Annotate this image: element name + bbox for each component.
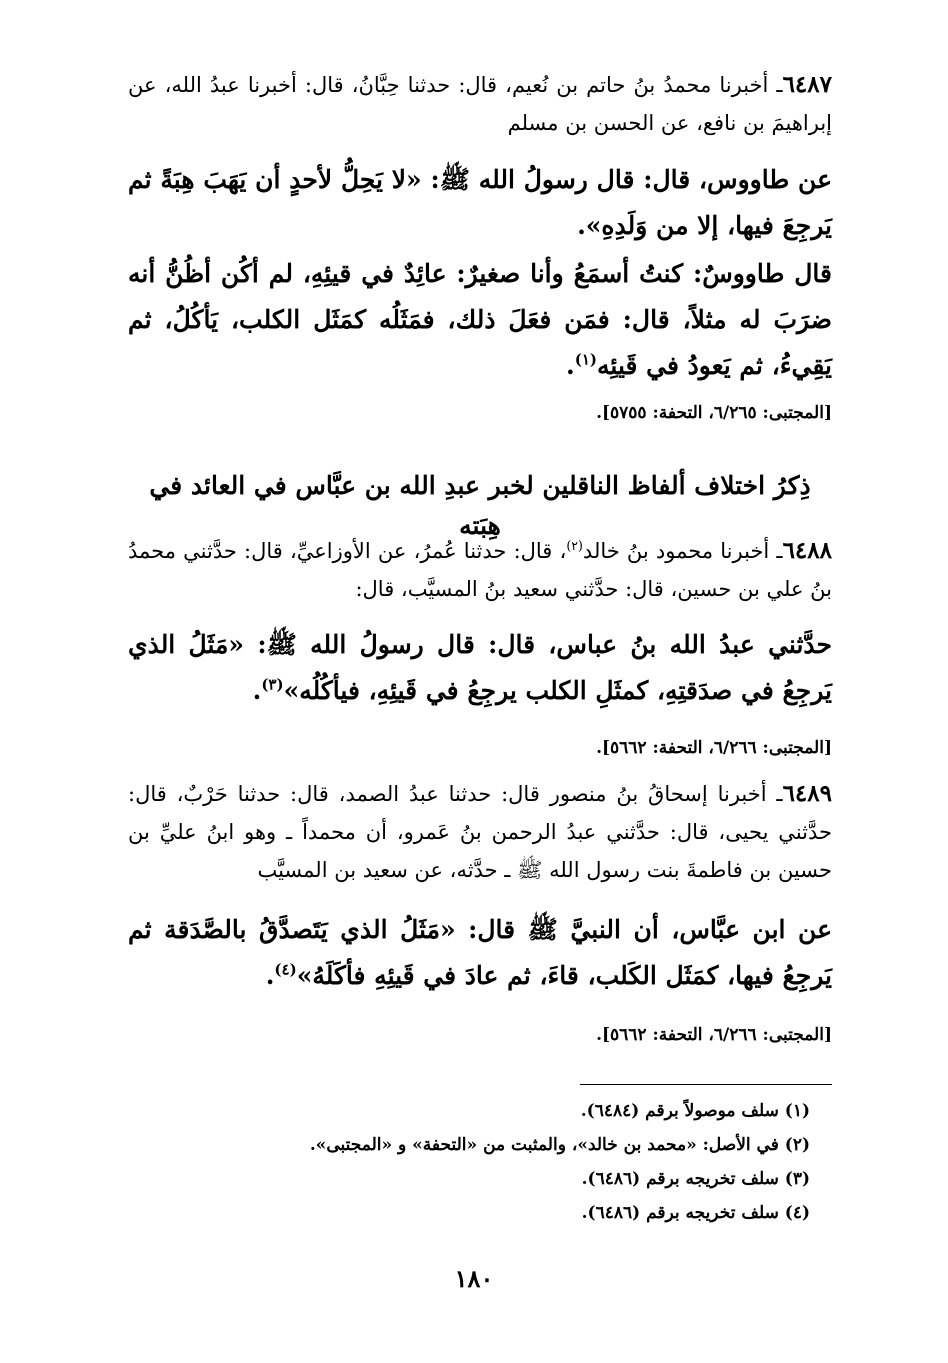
hadith-6489-matn [128,907,832,999]
hadith-6487-matn [128,157,832,249]
isnad-text: ـ أخبرنا إسحاقُ بنُ منصور قال: حدثنا عبدُ الصمد، قال: حدثنا حَرْبٌ، قال: حدَّثني يحيى، قال: حدَّثني عبدُ الرحمن بنُ عَمرو، أن محمداً ـ وهو ابنُ عليِّ بن حسين بن فاطمةَ بنت رسول الله ﷺ ـ حدَّثه، عن سعيد بن المسيَّب [128,782,832,882]
hadith-6488-isnad [128,532,832,608]
punctuation: . [566,351,575,380]
reference-text: [المجتبى: ٦/٢٦٦، التحفة: ٥٦٦٢]. [596,1025,832,1045]
isnad-text: ، قال: حدثنا عُمرُ، عن الأوزاعيِّ، قال: حدَّثني محمدُ بنُ علي بن حسين، قال: حدَّثني سعيد بنُ المسيَّب، قال: [128,539,832,601]
matn-text: عن ابن عبَّاس، أن النبيَّ ﷺ قال: «مَثَلُ الذي يَتَصدَّقُ بالصَّدَقة ثم يَرجِعُ فيها، كمَثَل الكَلب، قاءَ، ثم عادَ في قَيئِهِ فأكَلَهُ» [128,915,832,990]
footnote-text: (٢) في الأصل: «محمد بن خالد»، والمثبت من «التحفة» و «المجتبى». [309,1135,810,1155]
matn-text: عن طاووس، قال: قال رسولُ الله ﷺ: «لا يَحِلُّ لأحدٍ أن يَهَبَ هِبَةً ثم يَرجِعَ فيها، إلا من وَلَدِهِ». [128,165,832,240]
hadith-6489-reference [128,1023,832,1047]
hadith-6487-isnad [128,66,832,142]
hadith-6487-commentary [128,251,832,389]
footnote-2 [300,1130,810,1160]
hadith-6488-reference [128,736,832,760]
footnote-text: (٤) سلف تخريجه برقم (٦٤٨٦). [581,1203,810,1223]
isnad-text: ـ أخبرنا محمود بنُ خالد [582,539,783,563]
footnote-text: (١) سلف موصولاً برقم (٦٤٨٤). [580,1101,810,1121]
reference-text: [المجتبى: ٦/٢٦٦، التحفة: ٥٦٦٢]. [596,738,832,758]
footnote-text: (٣) سلف تخريجه برقم (٦٤٨٦). [581,1169,810,1189]
hadith-number: ٦٤٨٨ [782,537,832,564]
punctuation: . [252,676,262,705]
hadith-6488-matn [128,622,832,714]
footnote-marker: (١) [574,350,598,369]
footnote-marker: (٤) [274,960,297,979]
reference-text: [المجتبى: ٦/٢٦٥، التحفة: ٥٧٥٥]. [596,403,832,423]
hadith-6489-isnad [128,775,832,889]
matn-text: قال طاووسٌ: كنتُ أسمَعُ وأنا صغيرٌ: عائِدٌ في قيئِهِ، لم أكُن أظُنُّ أنه ضرَبَ له مثلاً، قال: فمَن فعَلَ ذلك، فمَثَلُه كمَثَل الكلب، يَأكُلُ، ثم يَقِيءُ، ثم يَعودُ في قَيئِه [128,259,832,380]
footnote-marker: (٣) [261,675,284,694]
hadith-6487-reference [128,401,832,425]
footnote-1 [300,1096,810,1126]
isnad-text: ـ أخبرنا محمدُ بنُ حاتم بن نُعيم، قال: حدثنا حِبَّانُ، قال: أخبرنا عبدُ الله، عن إبراهيمَ بن نافع، عن الحسن بن مسلم [128,73,832,135]
footnote-3 [300,1164,810,1194]
footnote-4 [300,1198,810,1228]
punctuation: . [265,961,275,990]
heading-text: ذِكرُ اختلاف ألفاظ الناقلين لخبر عبدِ الله بن عبَّاس في العائد في هِبَته [149,471,811,540]
matn-text: حدَّثني عبدُ الله بنُ عباس، قال: قال رسولُ الله ﷺ: «مَثَلُ الذي يَرجِعُ في صدَقتِهِ، كمثَلِ الكلب يرجِعُ في قَيئِهِ، فيأكُلُه» [128,630,832,705]
footnote-marker: (٢) [566,538,583,553]
footnote-divider [580,1084,832,1085]
page-number: ١٨٠ [454,1264,494,1293]
hadith-number: ٦٤٨٩ [782,780,832,807]
hadith-number: ٦٤٨٧ [782,71,832,98]
